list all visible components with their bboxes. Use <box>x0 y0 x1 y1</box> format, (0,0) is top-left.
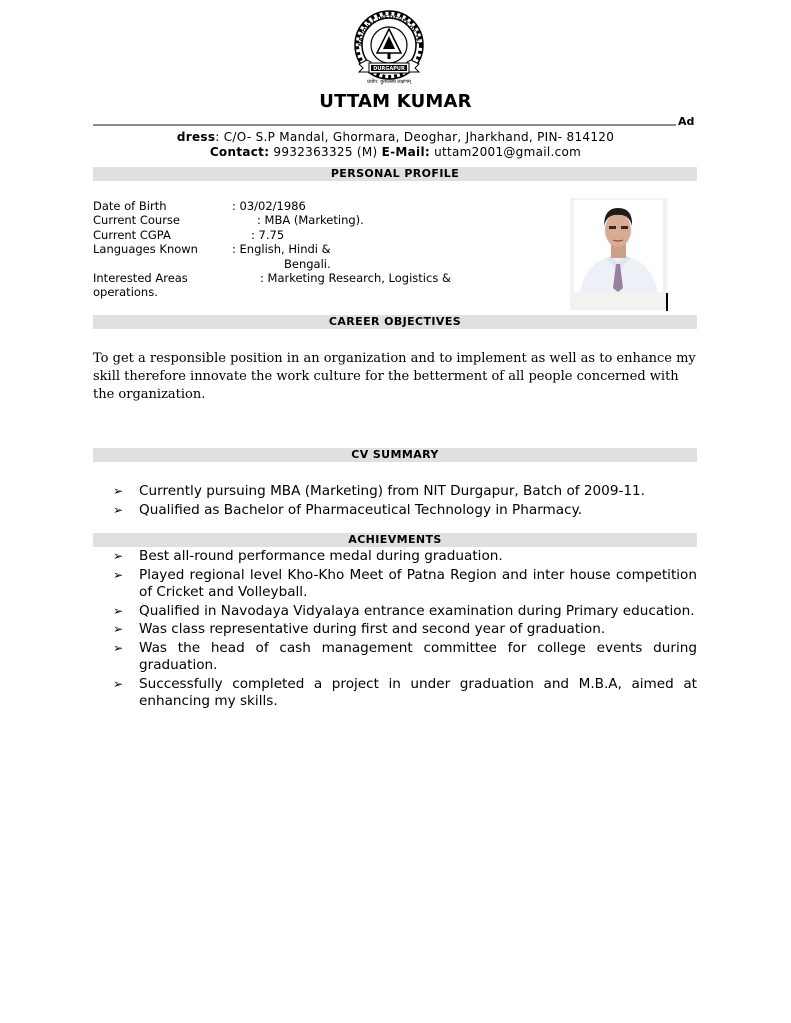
arrow-bullet-icon: ➢ <box>113 567 124 582</box>
header-divider <box>93 124 676 126</box>
profile-label: Current CGPA <box>93 227 171 242</box>
profile-value: : 7.75 <box>251 227 285 242</box>
profile-label: operations. <box>93 285 158 300</box>
list-item <box>113 548 697 566</box>
list-item-text: Qualified as Bachelor of Pharmaceutical Technology in Pharmacy. <box>139 501 583 518</box>
profile-row <box>93 257 513 271</box>
email-value: uttam2001@gmail.com <box>429 145 582 159</box>
list-item-text: Qualified in Navodaya Vidyalaya entrance examination during Primary education. <box>139 602 695 619</box>
list-item-text: Played regional level Kho-Kho Meet of Patna Region and inter house competition of Cricket and Volleyball. <box>139 566 697 600</box>
list-item <box>113 603 697 621</box>
profile-label: Current Course <box>93 213 180 228</box>
achievements-list <box>113 548 697 712</box>
achievements-heading: ACHIEVMENTS <box>93 533 697 547</box>
cv-summary-list <box>113 483 697 520</box>
list-item <box>113 502 697 520</box>
career-objective-text: To get a responsible position in an organization and to implement as well as to enhance my skill therefore innovate the work culture for the betterment of all people concerned with the organization. <box>93 351 696 402</box>
logo-ring-text: NATIONAL INSTITUTE OF TEC <box>357 14 421 47</box>
list-item-text: Was class representative during first and second year of graduation. <box>139 621 606 637</box>
list-item-text: Successfully completed a project in under graduation and M.B.A, aimed at enhancing my skills. <box>139 675 697 709</box>
arrow-bullet-icon: ➢ <box>113 676 124 691</box>
list-item <box>113 567 697 602</box>
person-photo-icon <box>570 198 667 310</box>
cv-summary-heading: CV SUMMARY <box>93 448 697 462</box>
divider-mark <box>666 293 668 311</box>
career-objectives-heading: CAREER OBJECTIVES <box>93 315 697 329</box>
profile-value: : Marketing Research, Logistics & <box>260 270 451 285</box>
logo-banner-text: DURGAPUR <box>373 66 405 72</box>
address-label-fragment: Ad <box>678 115 695 128</box>
list-item-text: Currently pursuing MBA (Marketing) from NIT Durgapur, Batch of 2009-11. <box>139 483 645 499</box>
profile-value: Bengali. <box>284 256 331 271</box>
arrow-bullet-icon: ➢ <box>113 549 124 563</box>
list-item-text: Best all-round performance medal during graduation. <box>139 548 503 564</box>
profile-row <box>93 228 513 242</box>
profile-value: : MBA (Marketing). <box>257 213 364 228</box>
arrow-bullet-icon: ➢ <box>113 484 124 498</box>
contact-label: Contact: <box>209 145 270 159</box>
institute-seal-logo <box>346 8 432 88</box>
list-item <box>113 621 697 639</box>
personal-profile-list <box>93 199 513 300</box>
profile-row <box>93 213 513 227</box>
address-value: : C/O- S.P Mandal, Ghormara, Deoghar, Jharkhand, PIN- 814120 <box>215 130 615 144</box>
profile-row <box>93 285 513 299</box>
email-label: E-Mail: <box>381 145 430 159</box>
profile-row <box>93 242 513 256</box>
profile-label: Date of Birth <box>93 199 167 213</box>
address-label: dress <box>176 130 216 144</box>
address-line <box>0 130 791 144</box>
profile-label: Languages Known <box>93 242 198 257</box>
list-item <box>113 676 697 711</box>
arrow-bullet-icon: ➢ <box>113 502 124 517</box>
profile-value: : English, Hindi & <box>232 242 331 257</box>
logo-motto: प्रयोग: कुशलस्य लक्षणम् <box>367 79 411 85</box>
arrow-bullet-icon: ➢ <box>113 640 124 655</box>
profile-row <box>93 199 513 213</box>
arrow-bullet-icon: ➢ <box>113 603 124 618</box>
contact-phone: 9932363325 (M) <box>269 145 382 159</box>
list-item <box>113 640 697 675</box>
contact-line <box>0 145 791 159</box>
arrow-bullet-icon: ➢ <box>113 622 124 636</box>
profile-label: Interested Areas <box>93 270 188 285</box>
candidate-name: UTTAM KUMAR <box>319 91 472 112</box>
list-item-text: Was the head of cash management committee for college events during graduation. <box>139 639 697 673</box>
list-item <box>113 483 697 501</box>
personal-profile-heading: PERSONAL PROFILE <box>93 167 697 181</box>
profile-value: : 03/02/1986 <box>232 199 306 213</box>
profile-row <box>93 271 513 285</box>
